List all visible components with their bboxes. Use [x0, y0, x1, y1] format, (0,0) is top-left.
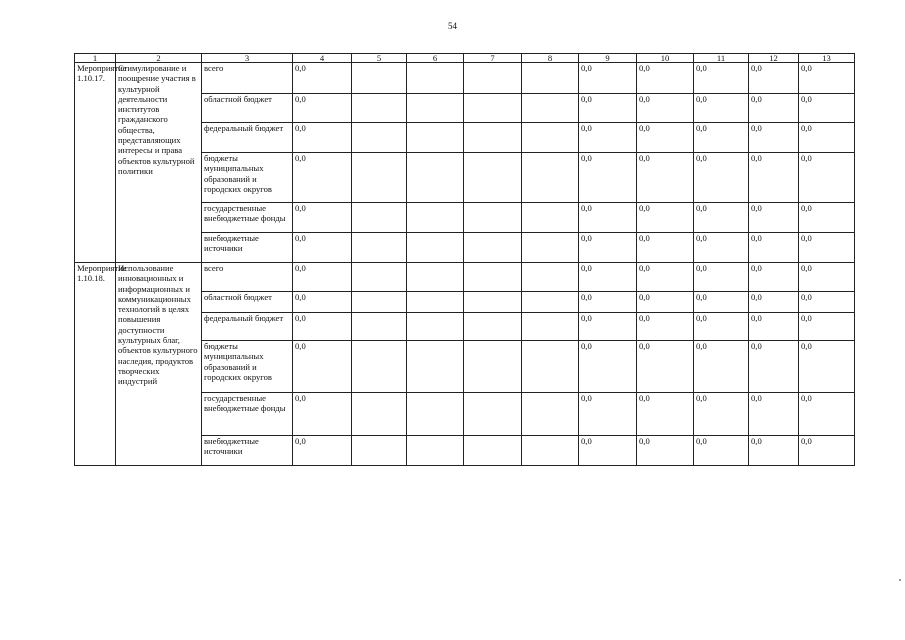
funding-source: всего — [202, 263, 293, 292]
column-header: 8 — [522, 54, 579, 63]
value-cell: 0,0 — [694, 153, 749, 203]
measure-title: Стимулирование и поощрение участия в культурной деятельности институтов гражданского общества, представляющих интересы и права объектов культурной политики — [116, 63, 202, 263]
column-header: 12 — [749, 54, 799, 63]
value-cell: 0,0 — [637, 94, 694, 123]
value-cell — [464, 393, 522, 436]
value-cell: 0,0 — [749, 233, 799, 263]
value-cell — [352, 263, 407, 292]
value-cell — [352, 393, 407, 436]
value-cell: 0,0 — [694, 63, 749, 94]
value-cell: 0,0 — [579, 393, 637, 436]
value-cell: 0,0 — [293, 94, 352, 123]
value-cell: 0,0 — [694, 341, 749, 393]
value-cell: 0,0 — [749, 63, 799, 94]
measure-code: Мероприятие 1.10.18. — [75, 263, 116, 466]
column-header: 7 — [464, 54, 522, 63]
value-cell: 0,0 — [749, 203, 799, 233]
value-cell: 0,0 — [799, 436, 855, 466]
funding-source: внебюджетные источники — [202, 436, 293, 466]
funding-source: федеральный бюджет — [202, 123, 293, 153]
value-cell: 0,0 — [579, 123, 637, 153]
column-header: 2 — [116, 54, 202, 63]
value-cell — [464, 292, 522, 313]
value-cell: 0,0 — [749, 292, 799, 313]
value-cell: 0,0 — [694, 313, 749, 341]
value-cell: 0,0 — [799, 263, 855, 292]
value-cell: 0,0 — [799, 123, 855, 153]
value-cell — [464, 203, 522, 233]
value-cell — [352, 436, 407, 466]
value-cell: 0,0 — [579, 233, 637, 263]
value-cell — [522, 233, 579, 263]
funding-source: федеральный бюджет — [202, 313, 293, 341]
value-cell: 0,0 — [749, 94, 799, 123]
value-cell — [352, 313, 407, 341]
value-cell: 0,0 — [579, 292, 637, 313]
value-cell — [522, 94, 579, 123]
value-cell: 0,0 — [694, 203, 749, 233]
value-cell: 0,0 — [637, 393, 694, 436]
value-cell — [407, 341, 464, 393]
value-cell: 0,0 — [637, 313, 694, 341]
column-header: 5 — [352, 54, 407, 63]
value-cell: 0,0 — [694, 233, 749, 263]
value-cell: 0,0 — [293, 292, 352, 313]
value-cell: 0,0 — [579, 341, 637, 393]
value-cell: 0,0 — [749, 153, 799, 203]
value-cell — [407, 436, 464, 466]
funding-source: государственные внебюджетные фонды — [202, 203, 293, 233]
value-cell — [464, 341, 522, 393]
funding-source: бюджеты муниципальных образований и городских округов — [202, 341, 293, 393]
value-cell: 0,0 — [579, 263, 637, 292]
value-cell: 0,0 — [579, 313, 637, 341]
value-cell: 0,0 — [799, 233, 855, 263]
value-cell — [464, 94, 522, 123]
column-header: 1 — [75, 54, 116, 63]
column-header: 10 — [637, 54, 694, 63]
value-cell — [522, 313, 579, 341]
funding-source: областной бюджет — [202, 292, 293, 313]
column-header-row — [75, 54, 855, 63]
value-cell — [407, 313, 464, 341]
value-cell: 0,0 — [579, 203, 637, 233]
value-cell: 0,0 — [749, 393, 799, 436]
value-cell — [464, 63, 522, 94]
value-cell: 0,0 — [579, 94, 637, 123]
measure-title: Использование инновационных и информационных и коммуникационных технологий в целях повышения доступности культурных благ, объектов культурного наследия, продуктов творческих индустрий — [116, 263, 202, 466]
value-cell: 0,0 — [293, 393, 352, 436]
value-cell — [352, 94, 407, 123]
value-cell: 0,0 — [799, 153, 855, 203]
table-row — [75, 263, 855, 292]
value-cell: 0,0 — [293, 63, 352, 94]
value-cell — [464, 263, 522, 292]
value-cell: 0,0 — [293, 153, 352, 203]
table-body — [75, 54, 855, 466]
value-cell: 0,0 — [293, 436, 352, 466]
value-cell: 0,0 — [799, 393, 855, 436]
budget-table — [74, 53, 855, 466]
table-row — [75, 63, 855, 94]
value-cell — [464, 153, 522, 203]
value-cell: 0,0 — [637, 341, 694, 393]
value-cell — [464, 233, 522, 263]
value-cell: 0,0 — [637, 123, 694, 153]
value-cell: 0,0 — [694, 94, 749, 123]
value-cell: 0,0 — [799, 313, 855, 341]
funding-source: внебюджетные источники — [202, 233, 293, 263]
value-cell — [407, 292, 464, 313]
value-cell — [522, 292, 579, 313]
value-cell: 0,0 — [637, 203, 694, 233]
value-cell — [522, 436, 579, 466]
value-cell: 0,0 — [637, 263, 694, 292]
value-cell: 0,0 — [799, 94, 855, 123]
value-cell: 0,0 — [799, 63, 855, 94]
value-cell — [407, 203, 464, 233]
value-cell — [407, 263, 464, 292]
value-cell: 0,0 — [749, 123, 799, 153]
value-cell: 0,0 — [637, 63, 694, 94]
funding-source: областной бюджет — [202, 94, 293, 123]
value-cell: 0,0 — [637, 153, 694, 203]
value-cell — [464, 123, 522, 153]
value-cell: 0,0 — [694, 263, 749, 292]
value-cell — [522, 393, 579, 436]
value-cell — [407, 123, 464, 153]
value-cell: 0,0 — [637, 233, 694, 263]
value-cell: 0,0 — [694, 436, 749, 466]
value-cell: 0,0 — [637, 292, 694, 313]
funding-source: всего — [202, 63, 293, 94]
value-cell — [352, 341, 407, 393]
funding-source: бюджеты муниципальных образований и городских округов — [202, 153, 293, 203]
value-cell — [522, 123, 579, 153]
value-cell — [522, 203, 579, 233]
value-cell — [407, 63, 464, 94]
column-header: 4 — [293, 54, 352, 63]
value-cell — [522, 263, 579, 292]
value-cell: 0,0 — [694, 123, 749, 153]
value-cell — [464, 313, 522, 341]
value-cell — [352, 153, 407, 203]
page-number: 54 — [448, 21, 457, 31]
value-cell: 0,0 — [293, 233, 352, 263]
value-cell — [352, 292, 407, 313]
value-cell: 0,0 — [799, 292, 855, 313]
scan-speck — [899, 579, 901, 581]
value-cell: 0,0 — [694, 292, 749, 313]
value-cell — [407, 233, 464, 263]
value-cell: 0,0 — [579, 153, 637, 203]
value-cell: 0,0 — [749, 341, 799, 393]
value-cell: 0,0 — [749, 436, 799, 466]
value-cell: 0,0 — [637, 436, 694, 466]
value-cell: 0,0 — [749, 263, 799, 292]
funding-source: государственные внебюджетные фонды — [202, 393, 293, 436]
value-cell — [407, 153, 464, 203]
value-cell — [352, 123, 407, 153]
value-cell: 0,0 — [293, 263, 352, 292]
column-header: 13 — [799, 54, 855, 63]
value-cell — [464, 436, 522, 466]
value-cell: 0,0 — [579, 436, 637, 466]
value-cell: 0,0 — [749, 313, 799, 341]
column-header: 3 — [202, 54, 293, 63]
column-header: 11 — [694, 54, 749, 63]
value-cell: 0,0 — [694, 393, 749, 436]
value-cell: 0,0 — [799, 341, 855, 393]
value-cell: 0,0 — [799, 203, 855, 233]
measure-code: Мероприятие 1.10.17. — [75, 63, 116, 263]
value-cell: 0,0 — [293, 341, 352, 393]
value-cell: 0,0 — [293, 313, 352, 341]
column-header: 6 — [407, 54, 464, 63]
value-cell — [407, 393, 464, 436]
value-cell: 0,0 — [293, 203, 352, 233]
value-cell: 0,0 — [579, 63, 637, 94]
column-header: 9 — [579, 54, 637, 63]
value-cell — [522, 153, 579, 203]
value-cell: 0,0 — [293, 123, 352, 153]
value-cell — [352, 233, 407, 263]
value-cell — [522, 63, 579, 94]
value-cell — [407, 94, 464, 123]
value-cell — [352, 203, 407, 233]
value-cell — [522, 341, 579, 393]
value-cell — [352, 63, 407, 94]
